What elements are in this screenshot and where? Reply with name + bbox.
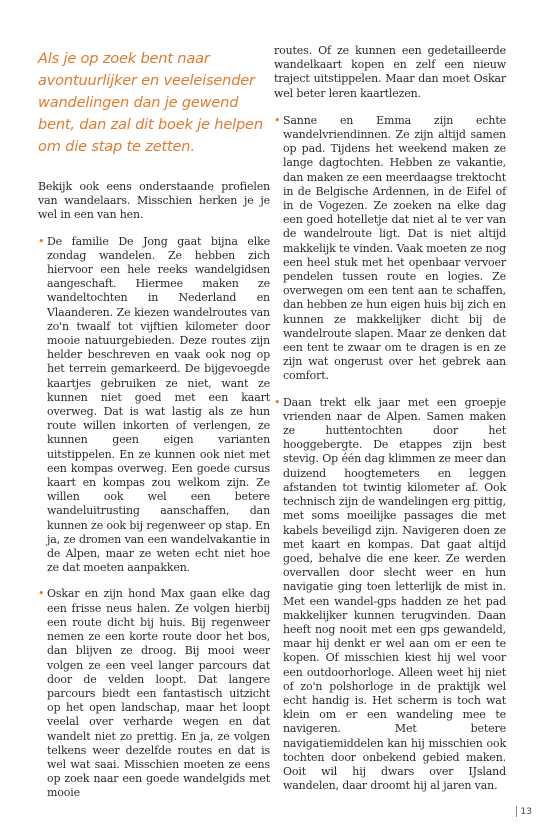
profile-text: Oskar en zijn hond Max gaan elke dag een frisse neus halen. Ze volgen hierbij een route dicht bij huis. Bij regenweer nemen ze een korte route door het bos, dan blijven ze droog. Bij mooi weer volgen ze een veel langer parcours dat door de velden loopt. Dat langere parcours biedt een fantastisch uitzicht op het open landschap, maar het loopt veelal over verharde wegen en dat wandelt niet zo prettig. En ja, ze volgen telkens weer dezelfde routes en dat is wel wat saai. Misschien moeten ze eens op zoek naar een goede wandelgids met mooie — [47, 587, 270, 800]
lead-paragraph: Bekijk ook eens onderstaande profielen van wandelaars. Misschien herken je je wel in een van hen. — [38, 180, 270, 222]
left-column — [38, 48, 270, 813]
profile-text: Sanne en Emma zijn echte wandelvriendinnen. Ze zijn altijd samen op pad. Tijdens het weekend maken ze lange dagtochten. Hebben ze vakantie, dan maken ze een meerdaagse trektocht in de Belgische Ardennen, in de Eifel of in de Vogezen. Ze zoeken na elke dag een goed hotelletje dat niet al te ver van de wandelroute ligt. Dat is niet altijd makkelijk te vinden. Vaak moeten ze nog een heel stuk met het openbaar vervoer pendelen tussen route en logies. Ze overwegen om een tent aan te schaffen, dan hebben ze hun eigen huis bij zich en kunnen ze makkelijker dicht bij de wandelroute slapen. Maar ze denken dat een tent te zwaar om te dragen is en ze zijn wat ongerust over het gebrek aan comfort. — [283, 113, 506, 383]
right-column — [274, 44, 506, 805]
continuation-paragraph: routes. Of ze kunnen een gedetailleerde wandelkaart kopen en zelf een nieuw traject uitstippelen. Maar dan moet Oskar wel beter leren kaartlezen. — [274, 44, 506, 100]
page-number: 13 — [520, 806, 532, 817]
intro-highlight: Als je op zoek bent naar avontuurlijker en veeleisender wandelingen dan je gewend bent, dan zal dit boek je helpen om die stap te zetten. — [38, 50, 263, 155]
bullet-icon: • — [38, 234, 45, 248]
bullet-icon: • — [38, 587, 45, 601]
page-footer — [516, 806, 532, 817]
profile-item-sanne-emma — [274, 114, 506, 384]
profile-item-daan — [274, 396, 506, 794]
bullet-icon: • — [274, 395, 281, 409]
profile-item-oskar — [38, 587, 270, 800]
profile-text: De familie De Jong gaat bijna elke zondag wandelen. Ze hebben zich hiervoor een hele reeks wandelgidsen aangeschaft. Hiermee maken ze wandeltochten in Nederland en Vlaanderen. Ze kiezen wandelroutes van zo'n twaalf tot vijftien kilometer door mooie natuurgebieden. Deze routes zijn helder beschreven en vaak ook nog op het terrein gemarkeerd. De bijgevoegde kaartjes gebruiken ze niet, want ze kunnen niet goed met een kaart overweg. Dat is wat lastig als ze hun route willen inkorten of verlengen, ze kunnen geen eigen varianten uitstippelen. En ze kunnen ook niet met een kompas overweg. Een goede cursus kaart en kompas zou welkom zijn. Ze willen ook wel een betere wandeluitrusting aanschaffen, dan kunnen ze ook bij regenweer op stap. En ja, ze dromen van een wandelvakantie in de Alpen, maar ze weten echt niet hoe ze dat moeten aanpakken. — [47, 234, 270, 575]
profile-item-de-jong — [38, 235, 270, 576]
footer-divider — [516, 806, 517, 817]
profile-text: Daan trekt elk jaar met een groepje vrienden naar de Alpen. Samen maken ze huttentochten door het hooggebergte. De etappes zijn best stevig. Op één dag klimmen ze meer dan duizend hoogtemeters en leggen afstanden tot twintig kilometer af. Ook technisch zijn de wandelingen erg pittig, met soms moeilijke passages die met kabels beveiligd zijn. Navigeren doen ze met kaart en kompas. Dat gaat altijd goed, behalve die ene keer. Ze werden overvallen door slecht weer en hun navigatie ging toen letterlijk de mist in. Met een wandel-gps hadden ze het pad makkelijker kunnen terugvinden. Daan heeft nog nooit met een gps gewandeld, maar hij denkt er wel aan om er een te kopen. Of misschien kiest hij wel voor een outdoorhorloge. Alleen weet hij niet of zo'n polshorloge in de praktijk wel echt handig is. Het scherm is toch wat klein om er een wandeling mee te navigeren. Met betere navigatiemiddelen kan hij misschien ook tochten door onbekend gebied maken. Ooit wil hij dwars over IJsland wandelen, daar droomt hij al jaren van. — [283, 395, 506, 793]
bullet-icon: • — [274, 113, 281, 127]
